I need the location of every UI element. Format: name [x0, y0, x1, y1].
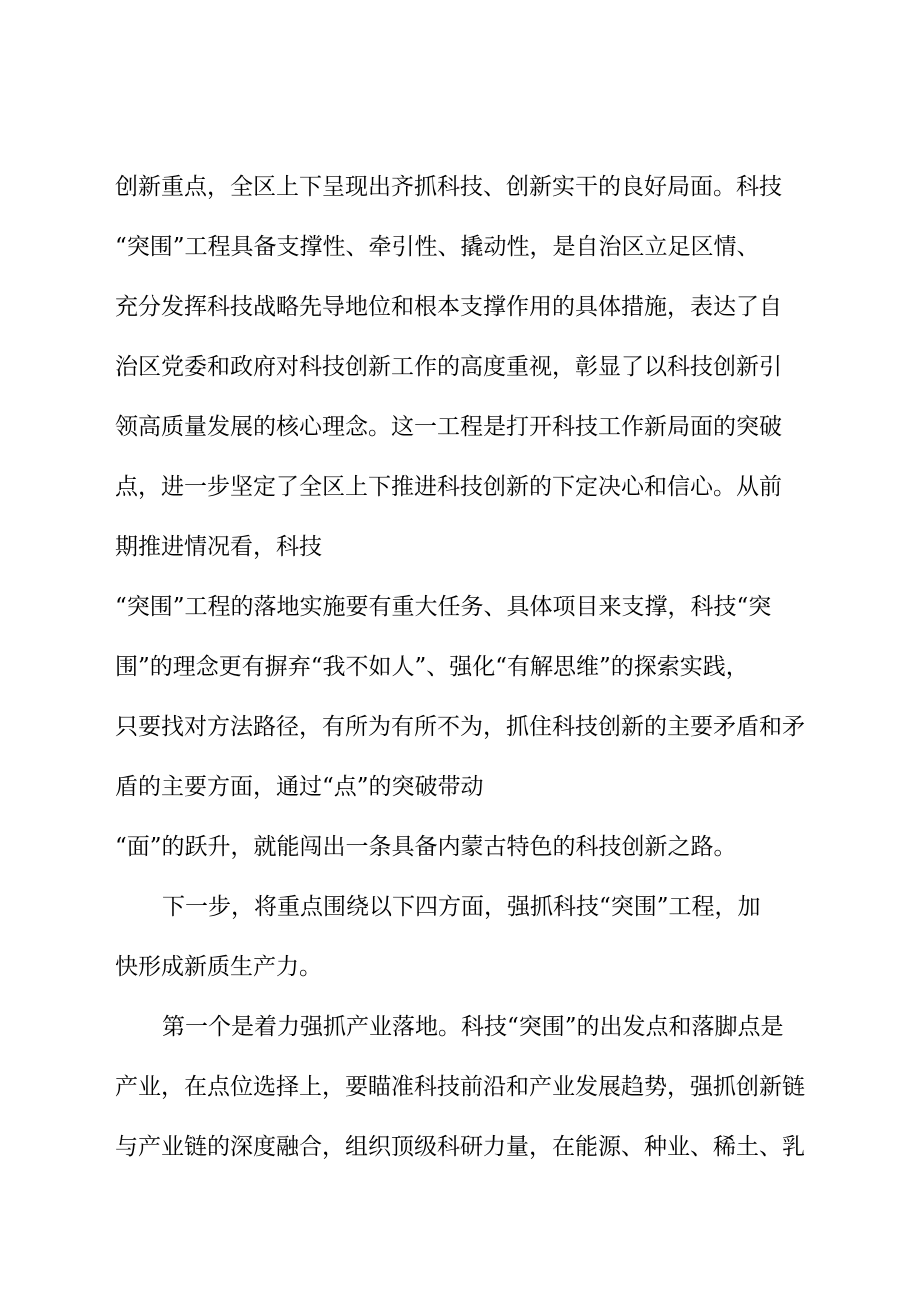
text-line: 盾的主要方面，通过“点”的突破带动 — [115, 774, 484, 800]
text-line: 领高质量发展的核心理念。这一工程是打开科技工作新局面的突破 — [115, 414, 782, 440]
text-line: 点，进一步坚定了全区上下推进科技创新的下定决心和信心。从前 — [115, 474, 782, 500]
text-line: 充分发挥科技战略先导地位和根本支撑作用的具体措施，表达了自 — [115, 294, 782, 320]
text-line: 与产业链的深度融合，组织顶级科研力量，在能源、种业、稀土、乳 — [115, 1134, 805, 1160]
text-line: “面”的跃升，就能闯出一条具备内蒙古特色的科技创新之路。 — [115, 834, 737, 860]
text-line: 产业，在点位选择上，要瞄准科技前沿和产业发展趋势，强抓创新链 — [115, 1074, 805, 1100]
text-line: “突围”工程的落地实施要有重大任务、具体项目来支撑，科技“突 — [115, 594, 772, 620]
text-line: 治区党委和政府对科技创新工作的高度重视，彰显了以科技创新引 — [115, 354, 782, 380]
text-line: “突围”工程具备支撑性、牵引性、撬动性，是自治区立足区情、 — [115, 234, 760, 260]
paragraph-first-line: 第一个是着力强抓产业落地。科技“突围”的出发点和落脚点是 — [162, 1014, 784, 1040]
text-line: 只要找对方法路径，有所为有所不为，抓住科技创新的主要矛盾和矛 — [115, 714, 805, 740]
text-line: 创新重点，全区上下呈现出齐抓科技、创新实干的良好局面。科技 — [115, 174, 782, 200]
text-line: 快形成新质生产力。 — [115, 954, 322, 980]
text-line: 期推进情况看，科技 — [115, 534, 322, 560]
text-line: 围”的理念更有摒弃“我不如人”、强化“有解思维”的探索实践， — [115, 654, 749, 680]
paragraph-first-line: 下一步，将重点围绕以下四方面，强抓科技“突围”工程，加 — [162, 894, 761, 920]
